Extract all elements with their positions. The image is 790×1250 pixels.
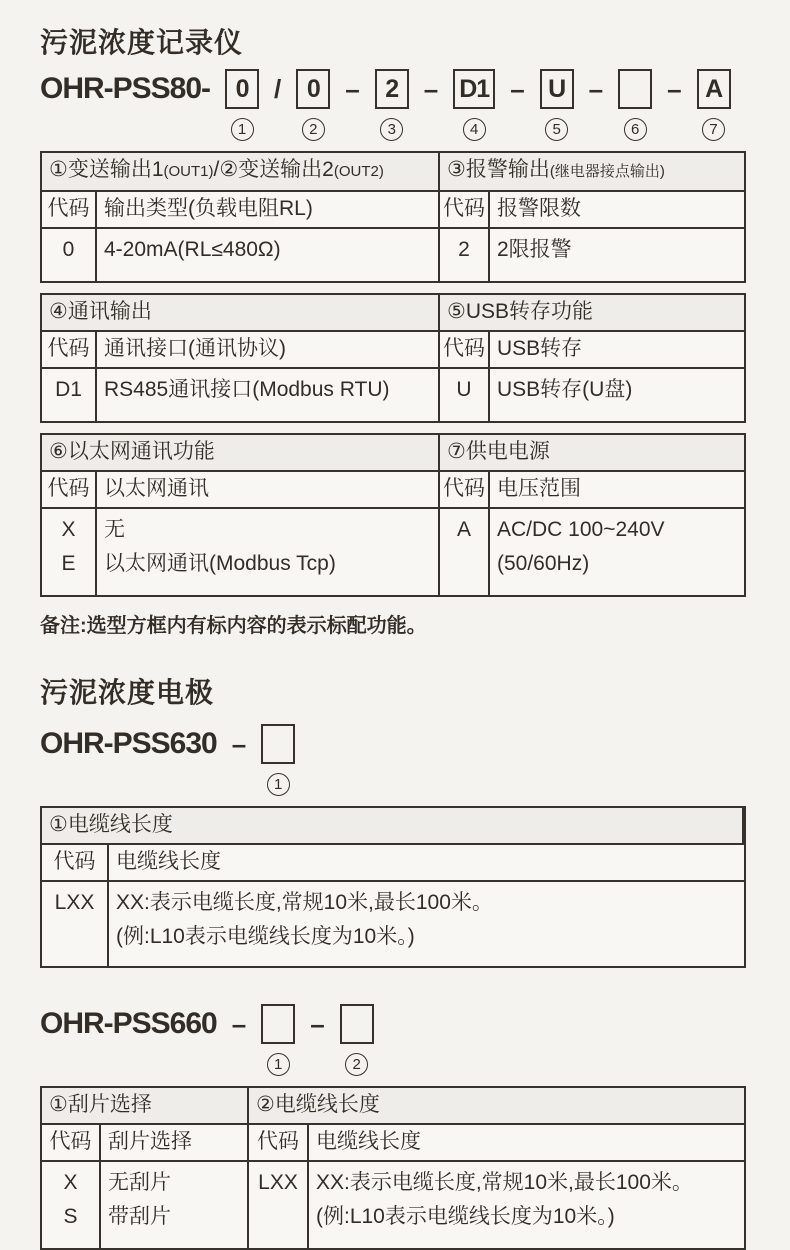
code-box-6 xyxy=(618,69,652,109)
separator-dash: – xyxy=(588,74,604,104)
desc-value: 4-20mA(RL≤480Ω) xyxy=(104,238,281,261)
header-text: ①变送输出1 xyxy=(49,158,164,181)
desc-values xyxy=(97,369,440,421)
electrode-title: 污泥浓度电极 xyxy=(40,677,215,708)
code-value: U xyxy=(456,378,472,401)
table-header-transmit-output xyxy=(42,153,440,192)
selection-note: 备注:选型方框内有标内容的表示标配功能。 xyxy=(40,615,427,637)
header-text-small: (OUT1) xyxy=(163,163,214,180)
code-values xyxy=(42,1162,101,1248)
pss630-model-prefix: OHR-PSS630 xyxy=(40,727,217,760)
code-box-3: 2 xyxy=(375,69,409,109)
circled-number-7: 7 xyxy=(702,118,725,141)
column-label-code: 代码 xyxy=(440,472,490,509)
code-values xyxy=(440,509,490,595)
circled-number-1: 1 xyxy=(267,773,290,796)
code-box-unit-2 xyxy=(296,69,330,141)
option-table-ethernet-power xyxy=(40,433,746,597)
code-box-2 xyxy=(340,1004,374,1044)
code-box-2: 0 xyxy=(296,69,330,109)
header-text: /②变送输出2 xyxy=(213,158,334,181)
code-box-unit-1 xyxy=(261,1004,295,1076)
code-value: X xyxy=(63,1171,78,1194)
recorder-model-code xyxy=(40,69,748,141)
code-box-unit-3 xyxy=(375,69,409,141)
code-box-unit-6 xyxy=(618,69,652,141)
circled-number-1: 1 xyxy=(267,1053,290,1076)
table-header-cable-length: ①电缆线长度 xyxy=(42,808,744,845)
table-header-power-supply xyxy=(440,435,744,472)
separator-dash: – xyxy=(231,729,247,759)
pss630-model-code xyxy=(40,724,748,796)
separator-dash: – xyxy=(310,1009,325,1039)
column-label-alarm-limits: 报警限数 xyxy=(490,192,744,229)
desc-value: (50/60Hz) xyxy=(497,552,590,575)
desc-values xyxy=(490,369,744,421)
code-value: 2 xyxy=(458,238,470,261)
desc-value: USB转存(U盘) xyxy=(497,378,633,401)
desc-value: 2限报警 xyxy=(497,238,572,261)
desc-value: 带刮片 xyxy=(108,1205,171,1228)
code-value: E xyxy=(61,552,76,575)
code-values xyxy=(42,369,97,421)
circled-number-4: 4 xyxy=(463,118,486,141)
desc-value: 无 xyxy=(104,518,125,541)
code-box-unit-4 xyxy=(453,69,495,141)
desc-value: XX:表示电缆长度,常规10米,最长100米。 xyxy=(316,1171,693,1194)
header-text: ⑥以太网通讯功能 xyxy=(49,440,215,463)
code-value: D1 xyxy=(55,378,82,401)
column-label-code: 代码 xyxy=(249,1125,309,1162)
separator-dash: – xyxy=(345,74,360,104)
code-box-5: U xyxy=(540,69,574,109)
separator-dash: – xyxy=(667,74,682,104)
code-box-1 xyxy=(261,1004,295,1044)
separator-dash: – xyxy=(510,74,525,104)
table-header-scraper-select: ①刮片选择 xyxy=(42,1088,249,1125)
desc-value: (例:L10表示电缆线长度为10米。) xyxy=(316,1205,615,1228)
header-text: ③报警输出 xyxy=(447,158,550,181)
code-values xyxy=(42,882,109,966)
column-label-scraper: 刮片选择 xyxy=(101,1125,249,1162)
code-box-4: D1 xyxy=(453,69,495,109)
column-label-usb: USB转存 xyxy=(490,332,744,369)
separator-slash: / xyxy=(274,74,282,104)
circled-number-2: 2 xyxy=(302,118,325,141)
column-label-ethernet-comm: 以太网通讯 xyxy=(97,472,440,509)
column-label-cable-length: 电缆线长度 xyxy=(109,845,744,882)
code-values xyxy=(42,509,97,595)
circled-number-2: 2 xyxy=(345,1053,368,1076)
code-box-unit-7 xyxy=(697,69,731,141)
desc-values xyxy=(109,882,744,966)
header-text: ⑦供电电源 xyxy=(447,440,550,463)
column-label-code: 代码 xyxy=(42,192,97,229)
separator-dash: – xyxy=(231,1009,247,1039)
recorder-model-prefix: OHR-PSS80- xyxy=(40,72,211,105)
code-value: LXX xyxy=(54,891,95,914)
circled-number-5: 5 xyxy=(545,118,568,141)
table-header-cable-length: ②电缆线长度 xyxy=(249,1088,744,1125)
table-header-alarm-output xyxy=(440,153,744,192)
column-label-comm-interface: 通讯接口(通讯协议) xyxy=(97,332,440,369)
desc-value: 无刮片 xyxy=(108,1171,171,1194)
code-value: S xyxy=(63,1205,78,1228)
table-header-ethernet xyxy=(42,435,440,472)
desc-values xyxy=(309,1162,744,1248)
column-label-code: 代码 xyxy=(42,845,109,882)
column-label-code: 代码 xyxy=(42,1125,101,1162)
recorder-title: 污泥浓度记录仪 xyxy=(40,27,244,58)
pss660-model-code xyxy=(40,1004,748,1076)
code-value: X xyxy=(61,518,76,541)
code-box-unit-1 xyxy=(225,69,259,141)
header-text-small: (继电器接点输出) xyxy=(549,163,665,180)
code-value: LXX xyxy=(258,1171,298,1194)
code-values xyxy=(42,229,97,281)
desc-value: 以太网通讯(Modbus Tcp) xyxy=(104,552,336,575)
circled-number-6: 6 xyxy=(624,118,647,141)
header-text-small: (OUT2) xyxy=(333,163,384,180)
header-text: ⑤USB转存功能 xyxy=(447,300,594,323)
column-label-code: 代码 xyxy=(42,472,97,509)
code-values xyxy=(249,1162,309,1248)
desc-values xyxy=(97,229,440,281)
code-values xyxy=(440,229,490,281)
code-value: A xyxy=(456,518,471,541)
circled-number-1: 1 xyxy=(231,118,254,141)
column-label-code: 代码 xyxy=(440,332,490,369)
option-table-comm-usb xyxy=(40,293,746,423)
option-table-out-alarm xyxy=(40,151,746,283)
code-box-1 xyxy=(261,724,295,764)
code-box-unit-2 xyxy=(340,1004,374,1076)
table-header-usb-function xyxy=(440,295,744,332)
desc-values xyxy=(97,509,440,595)
desc-values xyxy=(101,1162,249,1248)
table-header-comm-output xyxy=(42,295,440,332)
code-box-7: A xyxy=(697,69,731,109)
desc-values xyxy=(490,229,744,281)
desc-value: (例:L10表示电缆线长度为10米。) xyxy=(116,925,415,948)
column-label-voltage-range: 电压范围 xyxy=(490,472,744,509)
pss660-option-table xyxy=(40,1086,746,1250)
column-label-code: 代码 xyxy=(42,332,97,369)
desc-values xyxy=(490,509,744,595)
separator-dash: – xyxy=(423,74,439,104)
circled-number-3: 3 xyxy=(380,118,403,141)
pss630-cable-table xyxy=(40,806,746,968)
pss660-model-prefix: OHR-PSS660 xyxy=(40,1007,217,1040)
desc-value: AC/DC 100~240V xyxy=(497,518,665,541)
desc-value: XX:表示电缆长度,常规10米,最长100米。 xyxy=(116,891,493,914)
code-box-unit-5 xyxy=(540,69,574,141)
code-box-unit-1 xyxy=(261,724,295,796)
column-label-code: 代码 xyxy=(440,192,490,229)
code-values xyxy=(440,369,490,421)
column-label-cable-length: 电缆线长度 xyxy=(309,1125,744,1162)
code-box-1: 0 xyxy=(225,69,259,109)
desc-value: RS485通讯接口(Modbus RTU) xyxy=(104,378,390,401)
header-text: ④通讯输出 xyxy=(49,300,152,323)
column-label-output-type: 输出类型(负载电阻RL) xyxy=(97,192,440,229)
code-value: 0 xyxy=(62,238,75,261)
